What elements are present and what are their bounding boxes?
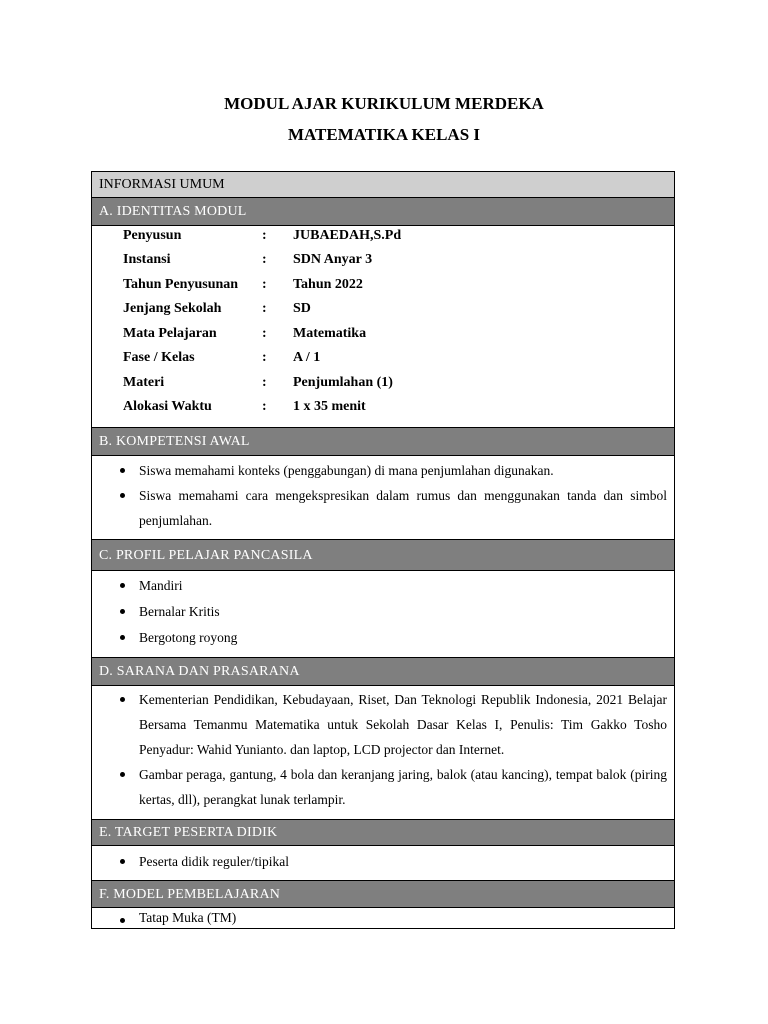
identity-value: Matematika <box>293 326 367 341</box>
identity-label: Alokasi Waktu <box>123 399 212 414</box>
identity-row <box>92 301 674 323</box>
identity-value: A / 1 <box>293 350 321 365</box>
identity-value: Tahun 2022 <box>293 277 363 292</box>
identity-value: SD <box>293 301 311 316</box>
section-facilities-header: D. SARANA DAN PRASARANA <box>92 658 674 686</box>
identity-label: Fase / Kelas <box>123 350 195 365</box>
identity-label: Jenjang Sekolah <box>123 301 222 316</box>
identity-colon: : <box>262 277 267 292</box>
list-item: Kementerian Pendidikan, Kebudayaan, Riset, Dan Teknologi Republik Indonesia, 2021 Belajar Bersama Temanmu Matematika untuk Sekolah Dasar Kelas I, Penulis: Tim Gakko Tosho Penyadur: Wahid Yunianto. dan laptop, LCD projector dan Internet. <box>92 687 674 762</box>
general-info-header: INFORMASI UMUM <box>92 172 674 198</box>
identity-label: Instansi <box>123 252 171 267</box>
identity-label: Tahun Penyusunan <box>123 277 239 292</box>
competence-body <box>92 456 674 540</box>
identity-colon: : <box>262 375 267 390</box>
identity-colon: : <box>262 252 267 267</box>
identity-row <box>92 277 674 299</box>
list-item: Siswa memahami cara mengekspresikan dalam rumus dan menggunakan tanda dan simbol penjumlahan. <box>92 483 674 533</box>
identity-row <box>92 399 674 421</box>
document-title: MODUL AJAR KURIKULUM MERDEKA <box>224 94 544 113</box>
identity-label: Materi <box>123 375 165 390</box>
target-body <box>92 846 674 881</box>
identity-colon: : <box>262 326 267 341</box>
list-item: Gambar peraga, gantung, 4 bola dan keranjang jaring, balok (atau kancing), tempat balok (piring kertas, dll), perangkat lunak terlampir. <box>92 762 674 812</box>
identity-row <box>92 350 674 372</box>
list-item: Siswa memahami konteks (penggabungan) di mana penjumlahan digunakan. <box>92 458 674 483</box>
facilities-body <box>92 686 674 820</box>
list-item: Peserta didik reguler/tipikal <box>92 849 674 874</box>
section-identity-header: A. IDENTITAS MODUL <box>92 198 674 226</box>
identity-colon: : <box>262 399 267 414</box>
section-competence-header: B. KOMPETENSI AWAL <box>92 428 674 456</box>
identity-colon: : <box>262 228 267 243</box>
identity-row <box>92 326 674 348</box>
section-target-header: E. TARGET PESERTA DIDIK <box>92 820 674 846</box>
document-subtitle: MATEMATIKA KELAS I <box>287 125 481 144</box>
identity-colon: : <box>262 350 267 365</box>
identity-value: Penjumlahan (1) <box>293 375 393 390</box>
section-model-header: F. MODEL PEMBELAJARAN <box>92 881 674 908</box>
identity-label: Mata Pelajaran <box>123 326 217 341</box>
model-body <box>92 908 674 928</box>
list-item: Bernalar Kritis <box>92 599 674 625</box>
identity-colon: : <box>262 301 267 316</box>
module-info-table <box>91 171 675 929</box>
identity-list <box>92 226 674 428</box>
identity-value: SDN Anyar 3 <box>293 252 373 267</box>
list-item: Mandiri <box>92 573 674 599</box>
identity-row <box>92 375 674 397</box>
identity-label: Penyusun <box>123 228 182 243</box>
profile-body <box>92 571 674 658</box>
identity-value: 1 x 35 menit <box>293 399 366 414</box>
list-item: Bergotong royong <box>92 625 674 651</box>
identity-row <box>92 228 674 250</box>
section-profile-header: C. PROFIL PELAJAR PANCASILA <box>92 540 674 571</box>
identity-value: JUBAEDAH,S.Pd <box>293 228 402 243</box>
identity-row <box>92 252 674 274</box>
list-item: Tatap Muka (TM) <box>92 908 674 928</box>
